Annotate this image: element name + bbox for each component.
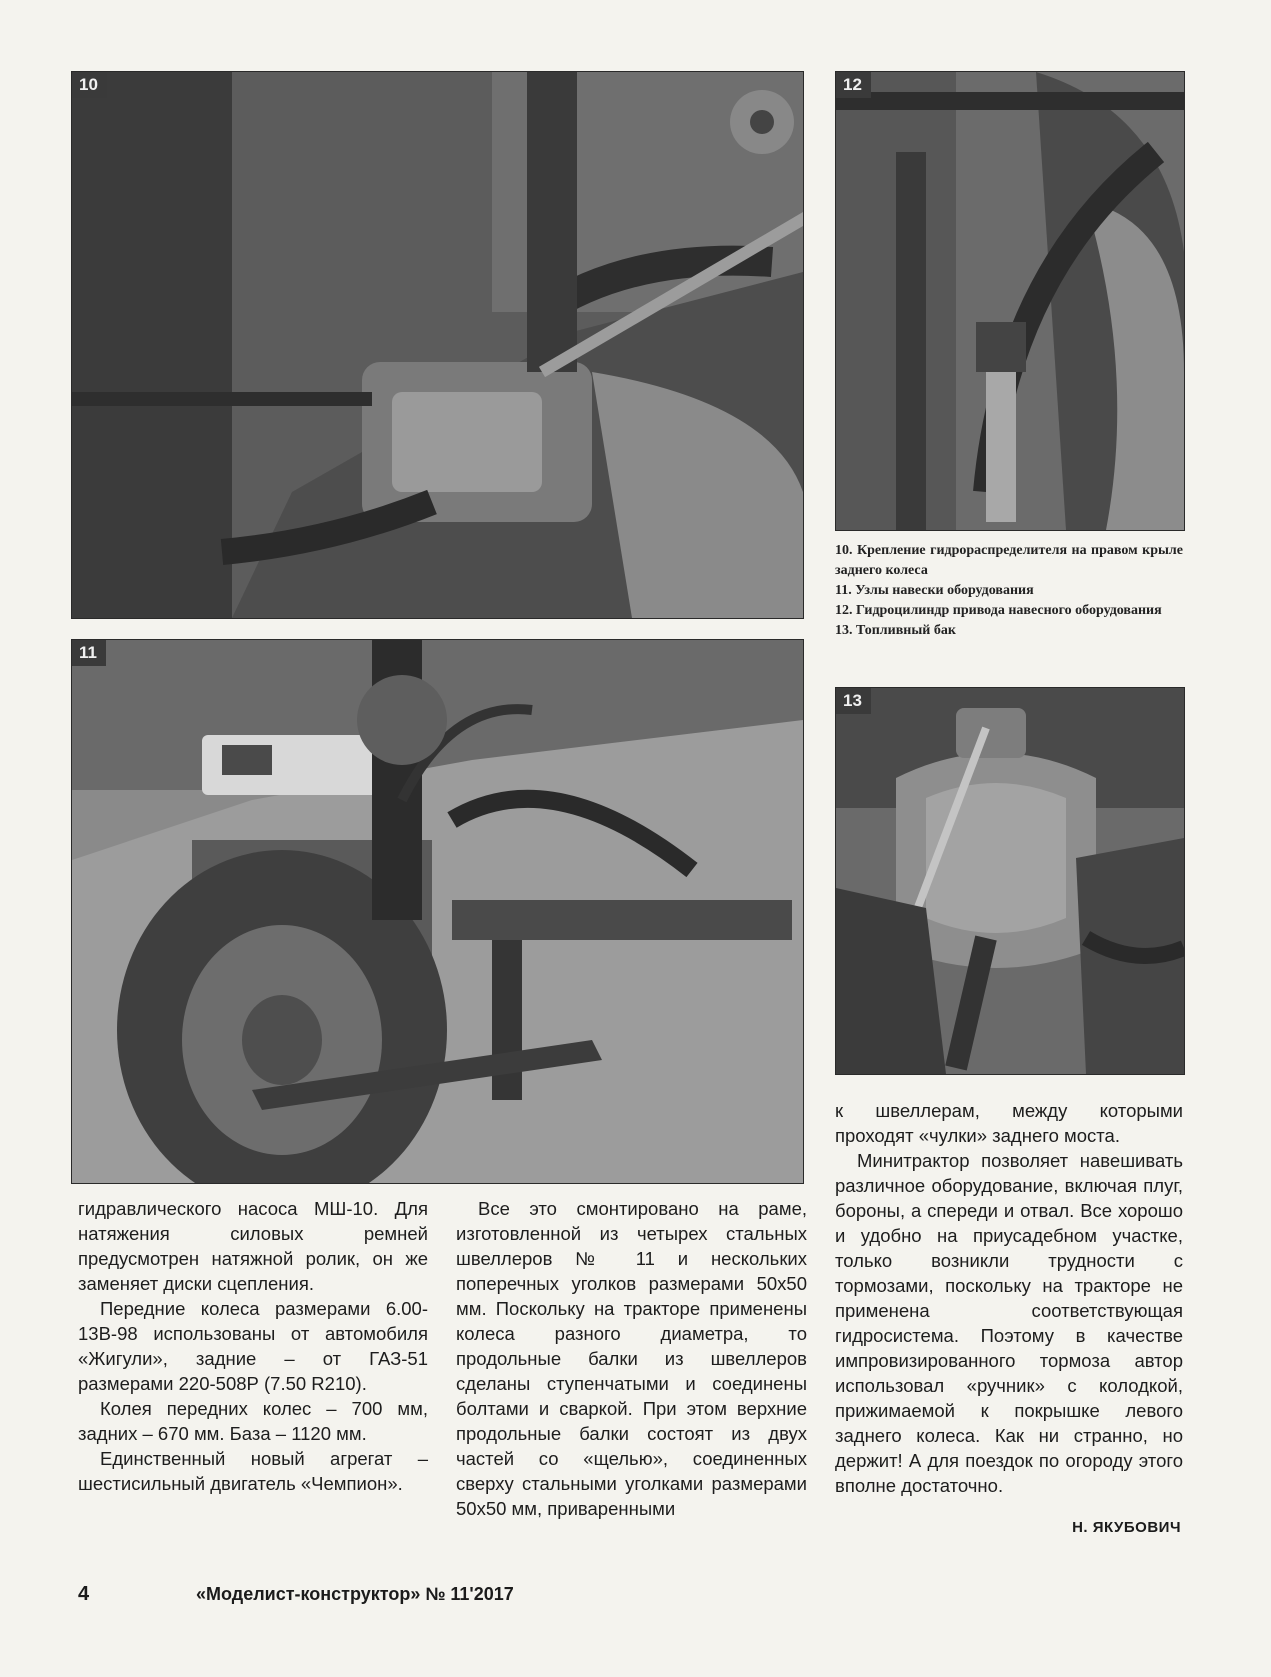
paragraph: Все это смонтировано на раме, изготовленной из четырех стальных швеллеров № 11 и нескольких поперечных уголков размерами 50х50 мм. Поскольку на тракторе применены колеса разного диаметра, то продольные балки из швеллеров сделаны ступенчатыми и соединены болтами и сваркой. При этом верхние продольные балки состоят из двух частей со «щелью», соединенных сверху стальными уголками размерами 50х50 мм, приваренными xyxy=(456,1198,807,1519)
photo-11-number: 11 xyxy=(72,640,106,666)
photo-13-number: 13 xyxy=(836,688,871,714)
photo-12 xyxy=(835,71,1185,531)
page-number: 4 xyxy=(78,1583,90,1605)
photo-12-number: 12 xyxy=(836,72,871,98)
photo-10-image xyxy=(72,72,803,618)
paragraph: Передние колеса размерами 6.00-13В-98 использованы от автомобиля «Жигули», задние – от ГАЗ-51 размерами 220-508Р (7.50 R210). xyxy=(78,1298,428,1394)
paragraph: гидравлического насоса МШ-10. Для натяжения силовых ремней предусмотрен натяжной ролик, он же заменяет диски сцепления. xyxy=(78,1198,428,1294)
caption-10: 10. Крепление гидрораспределителя на правом крыле заднего колеса xyxy=(835,543,1183,578)
paragraph: Единственный новый агрегат – шестисильный двигатель «Чемпион». xyxy=(78,1448,428,1494)
caption-11: 11. Узлы навески оборудования xyxy=(835,583,1034,598)
photo-11-image xyxy=(72,640,803,1183)
paragraph: к швеллерам, между которыми проходят «чулки» заднего моста. xyxy=(835,1100,1183,1146)
photo-12-image xyxy=(836,72,1184,530)
photo-captions xyxy=(835,541,1183,641)
author-name: Н. ЯКУБОВИЧ xyxy=(1072,1519,1181,1536)
caption-12: 12. Гидроцилиндр привода навесного оборудования xyxy=(835,603,1162,618)
photo-13-image xyxy=(836,688,1184,1074)
text-column-2 xyxy=(456,1196,807,1521)
paragraph: Минитрактор позволяет навешивать различное оборудование, включая плуг, бороны, а спереди и отвал. Все хорошо и удобно на приусадебном участке, только возникли трудности с тормозами, поскольку на тракторе не применена соответствующая гидросистема. Поэтому в качестве импровизированного тормоза автор использовал «ручник» с колодкой, прижимаемой к покрышке левого заднего колеса. Как ни странно, но держит! А для поездок по огороду этого вполне достаточно. xyxy=(835,1150,1183,1496)
journal-title: «Моделист-конструктор» № 11'2017 xyxy=(196,1584,514,1604)
photo-10 xyxy=(71,71,804,619)
photo-11 xyxy=(71,639,804,1184)
text-column-3 xyxy=(835,1098,1183,1498)
text-column-1 xyxy=(78,1196,428,1496)
page-footer xyxy=(78,1583,514,1606)
photo-13 xyxy=(835,687,1185,1075)
caption-13: 13. Топливный бак xyxy=(835,623,956,638)
paragraph: Колея передних колес – 700 мм, задних – 670 мм. База – 1120 мм. xyxy=(78,1398,428,1444)
photo-10-number: 10 xyxy=(72,72,107,98)
